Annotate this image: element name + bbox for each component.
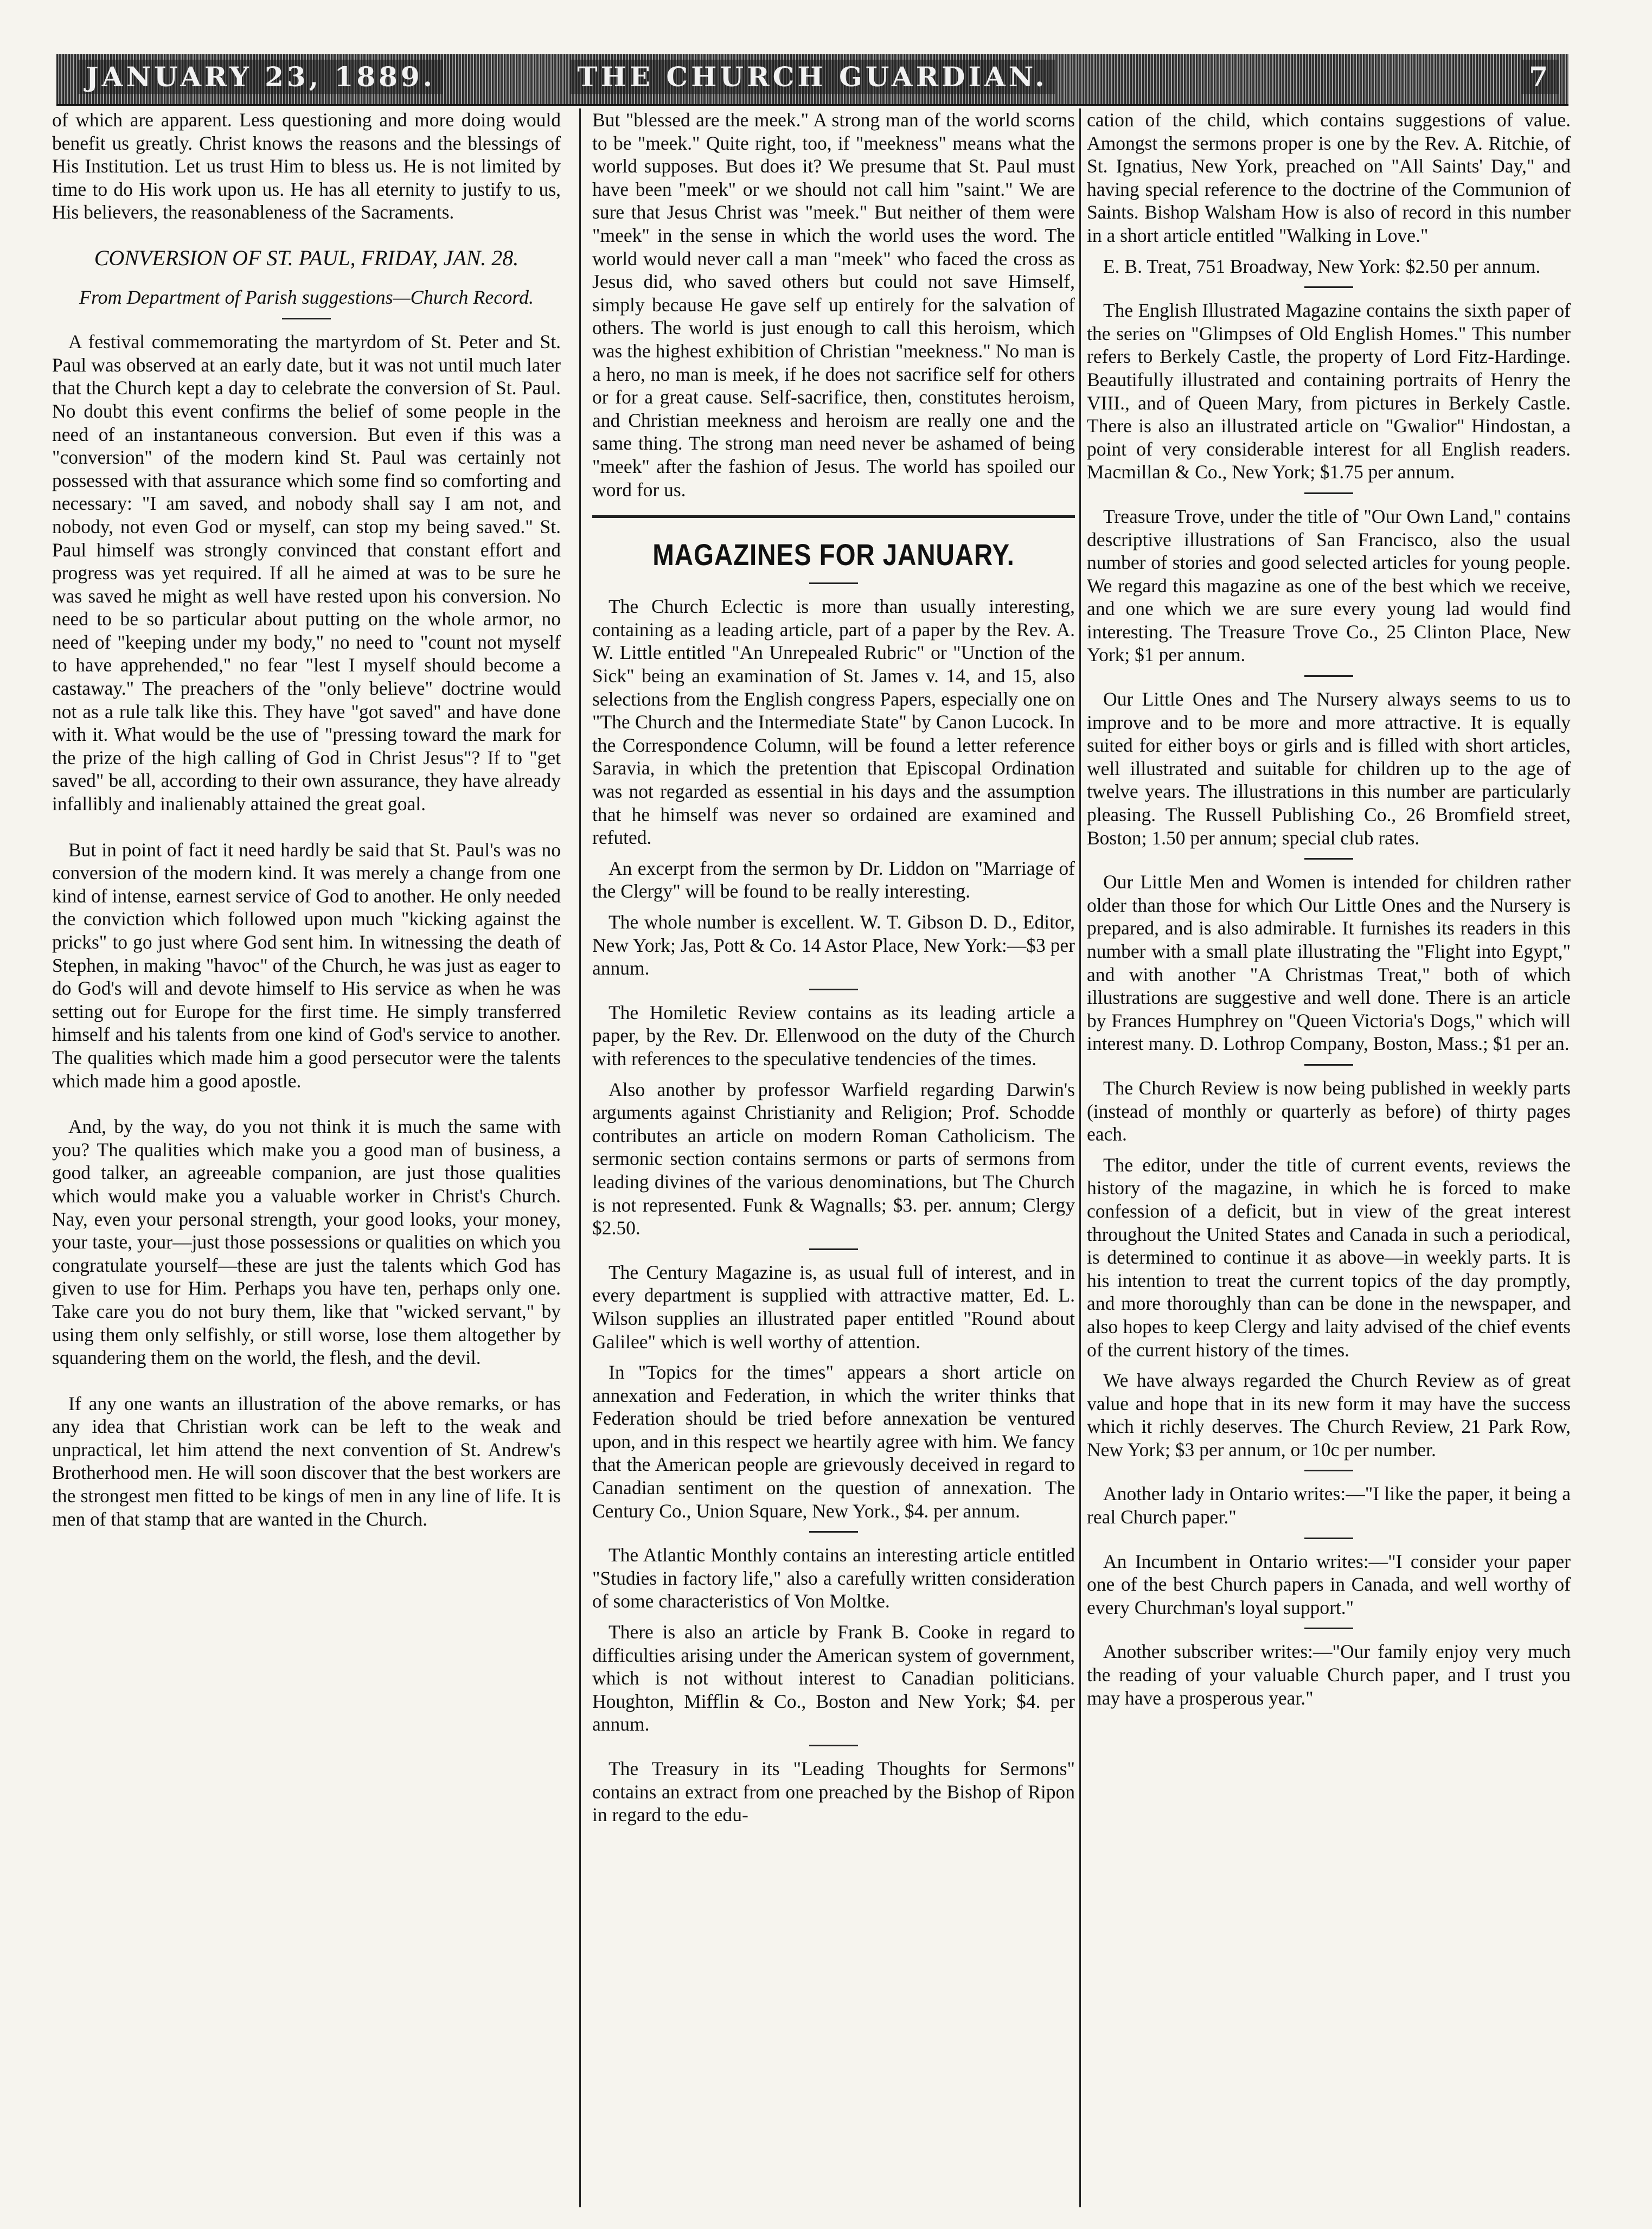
- divider: [1304, 675, 1353, 677]
- article-paragraph: of which are apparent. Less questioning and more doing would benefit us greatly. Christ knows the reasons and the blessings of His Institution. Let us trust Him to bless us. He is not limited by time to do His work upon us. He has all eternity to justify to us, His believers, the reasonableness of the Sacraments.: [52, 109, 561, 223]
- review-paragraph: Our Little Men and Women is intended for children rather older than those for which Our Little Ones and the Nursery is prepared, and is also admirable. It furnishes its readers in this number with a small plate illustrating the "Flight into Egypt," and with another "A Christmas Treat," both of which illustrations are suggestive and well done. There is an article by Frances Humphrey on "Queen Victoria's Dogs," which will interest many. D. Lothrop Company, Boston, Mass.; $1 per an.: [1087, 871, 1571, 1055]
- divider: [1304, 1064, 1353, 1066]
- divider: [592, 515, 1075, 518]
- article-paragraph: A festival commemorating the martyrdom of St. Peter and St. Paul was observed at an early date, but it was not until much later that the Church kept a day to celebrate the conversion of St. Paul. No doubt this event confirms the belief of some people in the need of an instantaneous conversion. But even if this was a "conversion" of the modern kind St. Paul was certainly not possessed with that assurance which some find so comforting and necessary: "I am saved, and nobody shall say I am not, and nobody, not even God or myself, can stop my being saved." St. Paul himself was strongly convinced that constant effort and progress was yet required. If all he aimed at was to be sure he was saved he might as well have rested upon his conversion. No need to be so particular about putting on the whole armor, no need of "keeping under my body," no need to "count not myself to have apprehended," no fear "lest I myself should become a castaway." The preachers of the "only believe" doctrine would not as a rule talk like this. They have "got saved" and have done with it. What would be the use of "pressing toward the mark for the prize of the high calling of God in Christ Jesus"? If to "get saved" be all, according to their own assurance, they have already infallibly and inalienably attained the great goal.: [52, 331, 561, 815]
- column-divider-1: [579, 108, 581, 2207]
- review-paragraph: The editor, under the title of current events, reviews the history of the magazine, in which he is forced to make confession of a deficit, but in view of the great interest throughout the United States and Canada in such a periodical, is determined to continue it as above—in weekly parts. It is his intention to treat the current topics of the day promptly, and more thoroughly than can be done in the newspaper, and also hopes to keep Clergy and laity advised of the chief events of the current history of the times.: [1087, 1154, 1571, 1361]
- reader-letter: An Incumbent in Ontario writes:—"I consider your paper one of the best Church papers in Canada, and well worthy of every Churchman's loyal support.": [1087, 1550, 1571, 1618]
- section-source: From Department of Parish suggestions—Church Record.: [79, 286, 534, 308]
- reader-letter: Another subscriber writes:—"Our family enjoy very much the reading of your valuable Church paper, and I trust you may have a prosperous year.": [1087, 1641, 1571, 1709]
- section-title: CONVERSION OF ST. PAUL, FRIDAY, JAN. 28.: [94, 245, 519, 270]
- divider: [809, 1531, 858, 1533]
- masthead: [56, 54, 1568, 106]
- column-3: [1087, 108, 1571, 2202]
- divider: [1304, 1538, 1353, 1539]
- review-paragraph: The English Illustrated Magazine contains the sixth paper of the series on "Glimpses of Old English Homes." This number refers to Berkely Castle, the property of Lord Fitz-Hardinge. Beautifully illustrated and containing portraits of Henry the VIII., and of Queen Mary, from pictures in Berkely Castle. There is also an illustrated article on "Gwalior" Hindostan, a point of very considerable interest for all English readers. Macmillan & Co., New York; $1.75 per annum.: [1087, 299, 1571, 483]
- article-paragraph: If any one wants an illustration of the above remarks, or has any idea that Christian work can be left to the weak and unpractical, let him attend the next convention of St. Andrew's Brotherhood men. He will soon discover that the best workers are the strongest men fitted to be kings of men in any line of life. It is men of that stamp that are wanted in the Church.: [52, 1392, 561, 1530]
- review-paragraph: cation of the child, which contains suggestions of value. Amongst the sermons proper is one by the Rev. A. Ritchie, of St. Ignatius, New York, preached on "All Saints' Day," and having special reference to the doctrine of the Communion of Saints. Bishop Walsham How is also of record in this number in a short article entitled "Walking in Love.": [1087, 109, 1571, 246]
- review-paragraph: The Century Magazine is, as usual full of interest, and in every department is supplied with attractive matter, Ed. L. Wilson supplies an illustrated paper entitled "Round about Galilee" which is well worthy of attention.: [592, 1261, 1075, 1353]
- divider: [1304, 858, 1353, 860]
- article-paragraph: But in point of fact it need hardly be said that St. Paul's was no conversion of the modern kind. It was merely a change from one kind of intense, earnest service of God to another. He only needed the conviction which followed upon much "kicking against the pricks" to go just where God sent him. In witnessing the death of Stephen, in making "havoc" of the Church, he was just as eager to do God's will and devote himself to His service as when he was setting out for Europe for the first time. He simply transferred himself and his talents from one kind of God's service to another. The qualities which made him a good persecutor were the talents which made him a good apostle.: [52, 838, 561, 1092]
- publisher-line: E. B. Treat, 751 Broadway, New York: $2.50 per annum.: [1103, 255, 1541, 277]
- article-paragraph: And, by the way, do you not think it is much the same with you? The qualities which make you a good man of business, a good talker, an agreeable companion, are just those qualities which would make you a valuable worker in Christ's Church. Nay, even your personal strength, your good looks, your money, your taste, your—just those possessions or qualities on which you congratulate yourself—these are just the talents which God has given to use for Him. Perhaps you have ten, perhaps only one. Take care you do not bury them, like that "wicked servant," by using them only selfishly, or still worse, lose them altogether by squandering them on the world, the flesh, and the devil.: [52, 1116, 561, 1369]
- divider: [809, 1745, 858, 1746]
- divider: [1304, 492, 1353, 494]
- divider: [809, 582, 858, 584]
- review-paragraph: An excerpt from the sermon by Dr. Liddon on "Marriage of the Clergy" will be found to be really interesting.: [592, 857, 1075, 902]
- review-paragraph: The Church Eclectic is more than usually interesting, containing as a leading article, part of a paper by the Rev. A. W. Little entitled "An Unrepealed Rubric" or "Unction of the Sick" being an examination of St. James v. 14, and 15, also selections from the English congress Papers, especially one on "The Church and the Intermediate State" by Canon Lucock. In the Correspondence Column, will be found a letter reference Saravia, in which the pretention that Episcopal Ordination was not regarded as essential in his days and the assumption that he himself was never so ordained are examined and refuted.: [592, 595, 1075, 849]
- review-paragraph: The Treasury in its "Leading Thoughts for Sermons" contains an extract from one preached by the Bishop of Ripon in regard to the edu-: [592, 1758, 1075, 1826]
- review-paragraph: There is also an article by Frank B. Cooke in regard to difficulties arising under the American system of government, which is not without interest to Canadian politicians. Houghton, Mifflin & Co., Boston and New York; $4. per annum.: [592, 1621, 1075, 1735]
- review-paragraph: Our Little Ones and The Nursery always seems to us to improve and to be more and more attractive. It is equally suited for either boys or girls and is filled with short articles, well illustrated and suitable for children up to the age of twelve years. The illustrations in this number are particularly pleasing. The Russell Publishing Co., 26 Bromfield street, Boston; 1.50 per annum; special club rates.: [1087, 688, 1571, 849]
- review-paragraph: The Homiletic Review contains as its leading article a paper, by the Rev. Dr. Ellenwood on the duty of the Church with references to the speculative tendencies of the times.: [592, 1001, 1075, 1069]
- divider: [282, 318, 331, 319]
- review-paragraph: In "Topics for the times" appears a short article on annexation and Federation, in which the writer thinks that Federation should be tried before annexation be ventured upon, and in this respect we heartily agree with him. We fancy that the American people are grievously deceived in regard to Canadian sentiment on the question of annexation. The Century Co., Union Square, New York., $4. per annum.: [592, 1361, 1075, 1522]
- review-paragraph: The Atlantic Monthly contains an interesting article entitled "Studies in factory life," also a carefully written consideration of some characteristics of Von Moltke.: [592, 1544, 1075, 1612]
- page-number: 7: [1521, 60, 1559, 94]
- divider: [1304, 1470, 1353, 1471]
- review-paragraph: Treasure Trove, under the title of "Our Own Land," contains descriptive illustrations of San Francisco, also the usual number of stories and good selected articles for young people. We regard this magazine as one of the best which we receive, and one which we are sure every young lad would find interesting. The Treasure Trove Co., 25 Clinton Place, New York; $1 per annum.: [1087, 505, 1571, 666]
- divider: [1304, 286, 1353, 288]
- column-2: [592, 108, 1075, 2202]
- magazines-headline: MAGAZINES FOR JANUARY.: [652, 537, 1015, 572]
- newspaper-title: THE CHURCH GUARDIAN.: [569, 60, 1055, 94]
- column-1: [52, 108, 561, 2202]
- review-paragraph: Also another by professor Warfield regarding Darwin's arguments against Christianity and Religion; Prof. Schodde contributes an article on modern Roman Catholicism. The sermonic section contains sermons or parts of sermons from leading divines of the various denominations, but The Church is not represented. Funk & Wagnalls; $3. per. annum; Clergy $2.50.: [592, 1078, 1075, 1239]
- divider: [809, 989, 858, 990]
- divider: [1304, 1628, 1353, 1629]
- issue-date: JANUARY 23, 1889.: [78, 60, 443, 94]
- review-paragraph: The whole number is excellent. W. T. Gibson D. D., Editor, New York; Jas, Pott & Co. 14 Astor Place, New York:—$3 per annum.: [592, 911, 1075, 979]
- article-paragraph: But "blessed are the meek." A strong man of the world scorns to be "meek." Quite right, too, if "meekness" means what the world supposes. But does it? We presume that St. Paul must have been "meek" or we should not call him "saint." We are sure that Jesus Christ was "meek." But neither of them were "meek" in the sense in which the world uses the word. The world would never call a man "meek" who faced the cross as Jesus did, who saved others but could not save Himself, simply because He gave self up entirely for the salvation of others. The world is just enough to call this heroism, which was the highest exhibition of Christian "meekness." No man is a hero, no man is meek, if he does not sacrifice self for others or for a great cause. Self-sacrifice, then, constitutes heroism, and Christian meekness and heroism are really one and the same thing. The strong man need never be ashamed of being "meek" after the fashion of Jesus. The world has spoiled our word for us.: [592, 109, 1075, 501]
- divider: [809, 1248, 858, 1250]
- reader-letter: Another lady in Ontario writes:—"I like the paper, it being a real Church paper.": [1087, 1483, 1571, 1528]
- column-divider-2: [1079, 108, 1081, 2207]
- review-paragraph: The Church Review is now being published in weekly parts (instead of monthly or quarterly as before) of thirty pages each.: [1087, 1077, 1571, 1145]
- review-paragraph: We have always regarded the Church Review as of great value and hope that in its new form it may have the success which it richly deserves. The Church Review, 21 Park Row, New York; $3 per annum, or 10c per number.: [1087, 1369, 1571, 1461]
